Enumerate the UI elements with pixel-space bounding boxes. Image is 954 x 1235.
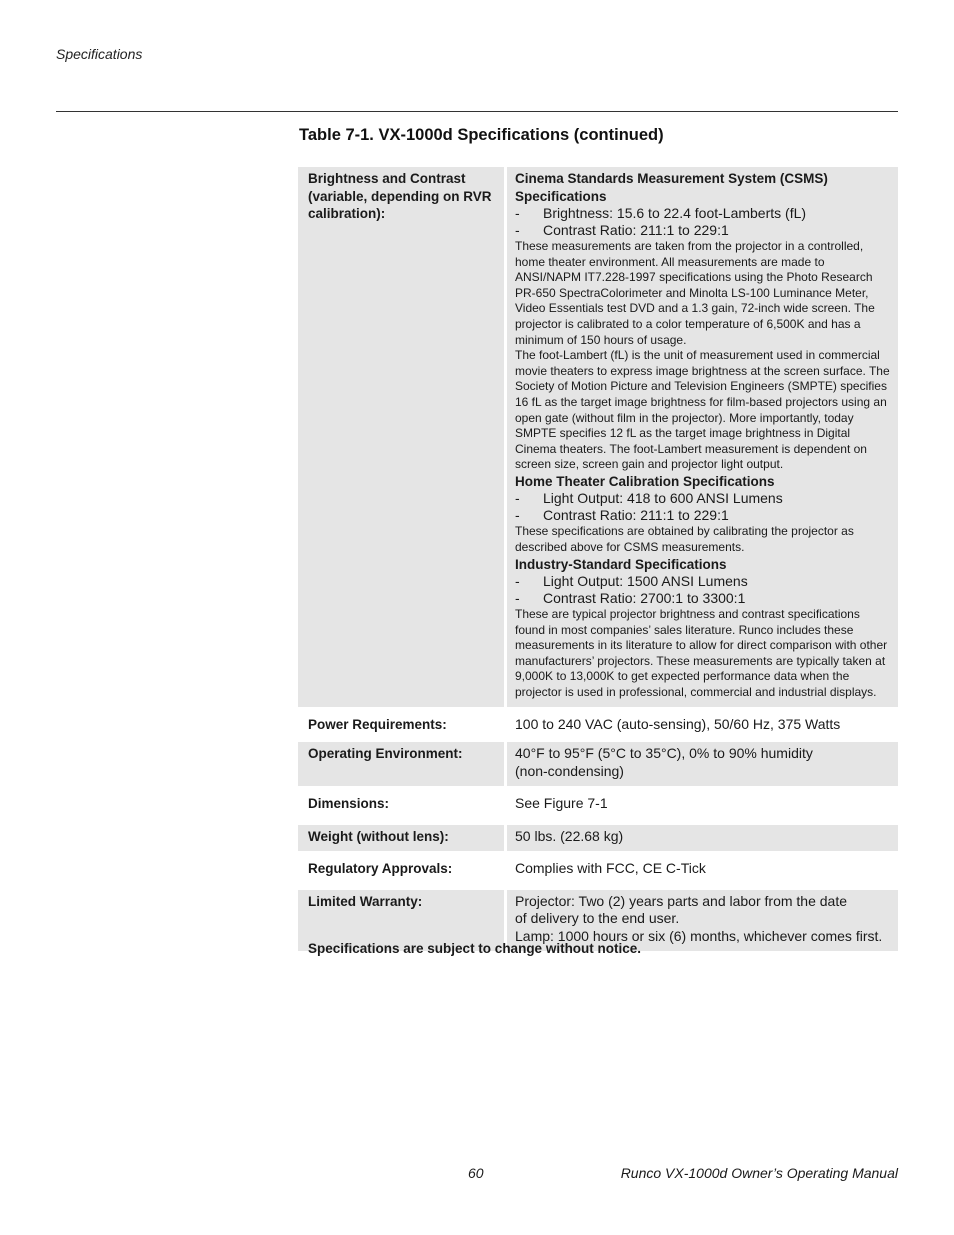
table-title: Table 7-1. VX-1000d Specifications (continued): [299, 126, 664, 144]
warranty-lamp: Lamp: 1000 hours or six (6) months, whichever comes first.: [515, 927, 883, 944]
manual-title: Runco VX-1000d Owner’s Operating Manual: [620, 1165, 898, 1181]
spec-value: 100 to 240 VAC (auto-sensing), 50/60 Hz, 375 Watts: [515, 715, 841, 732]
htc-note: These specifications are obtained by calibrating the projector as described above for CSMS measurements.: [515, 524, 854, 554]
spec-value: [507, 167, 898, 707]
spec-value: See Figure 7-1: [515, 795, 608, 812]
spec-row-power: [298, 713, 898, 740]
spec-label: Operating Environment:: [298, 742, 504, 786]
page-number: 60: [468, 1165, 484, 1181]
htc-heading: Home Theater Calibration Specifications: [515, 473, 775, 489]
list-item: - Contrast Ratio: 211:1 to 229:1: [515, 222, 729, 238]
spec-label: Weight (without lens):: [298, 825, 504, 852]
spec-label: Dimensions:: [308, 796, 390, 812]
spec-label: Brightness and Contrast (variable, depending on RVR calibration):: [298, 167, 504, 707]
list-item: - Contrast Ratio: 2700:1 to 3300:1: [515, 590, 746, 607]
list-item: - Light Output: 1500 ANSI Lumens: [515, 573, 748, 590]
spec-row-brightness: [298, 167, 898, 707]
spec-value: Complies with FCC, CE C-Tick: [515, 860, 706, 877]
header-rule: [56, 111, 898, 112]
csms-note: These measurements are taken from the projector in a controlled, home theater environment. All measurements are made to ANSI/NAPM IT7.228-1997 specifications using the Photo Research PR-650 SpectraColorimeter and Minolta LS-100 Luminance Meter, Video Essentials test DVD and a 1.3 gain, 72-inch wide screen. The projector is calibrated to a color temperature of 6,500K and has a minimum of 150 hours of usage.: [515, 239, 875, 347]
warranty-projector: Projector: Two (2) years parts and labor from the date of delivery to the end user.: [515, 892, 848, 927]
spec-value: 40°F to 95°F (5°C to 35°C), 0% to 90% humidity (non-condensing): [507, 742, 898, 786]
running-head: Specifications: [56, 46, 143, 62]
spec-table: [298, 167, 898, 954]
list-item: - Brightness: 15.6 to 22.4 foot-Lamberts (fL): [515, 205, 807, 221]
spec-label: Regulatory Approvals:: [308, 861, 453, 877]
list-item: - Light Output: 418 to 600 ANSI Lumens: [515, 490, 783, 507]
spec-value: 50 lbs. (22.68 kg): [507, 825, 898, 852]
spec-label: Power Requirements:: [308, 716, 447, 732]
csms-heading: Cinema Standards Measurement System (CSMS) Specifications: [515, 171, 828, 204]
industry-heading: Industry-Standard Specifications: [515, 556, 727, 572]
spec-row-dimensions: [298, 792, 898, 819]
list-item: - Contrast Ratio: 211:1 to 229:1: [515, 507, 729, 524]
footnote: Specifications are subject to change without notice.: [308, 941, 642, 956]
spec-row-environment: [298, 742, 898, 786]
spec-row-weight: [298, 825, 898, 852]
spec-label: Limited Warranty:: [298, 890, 504, 952]
spec-row-regulatory: [298, 857, 898, 884]
industry-note: These are typical projector brightness and contrast specifications found in most companies’ sales literature. Runco includes these measurements in its literature to allow for direct comparison with other manufacturers’ projectors. These measurements are typically taken at 9,000K to 13,000K to get expected performance data when the projector is used in professional, commercial and industrial displays.: [515, 607, 888, 700]
foot-lambert-note: The foot-Lambert (fL) is the unit of measurement used in commercial movie theaters to express image brightness at the screen surface. The Society of Motion Picture and Television Engineers (SMPTE) specifies 16 fL as the target image brightness for film-based projectors using an open gate (without film in the projector). More importantly, today SMPTE specifies 12 fL as the target image brightness in Digital Cinema theaters. The foot-Lambert measurement is dependent on screen size, screen gain and projector light output.: [515, 348, 890, 472]
